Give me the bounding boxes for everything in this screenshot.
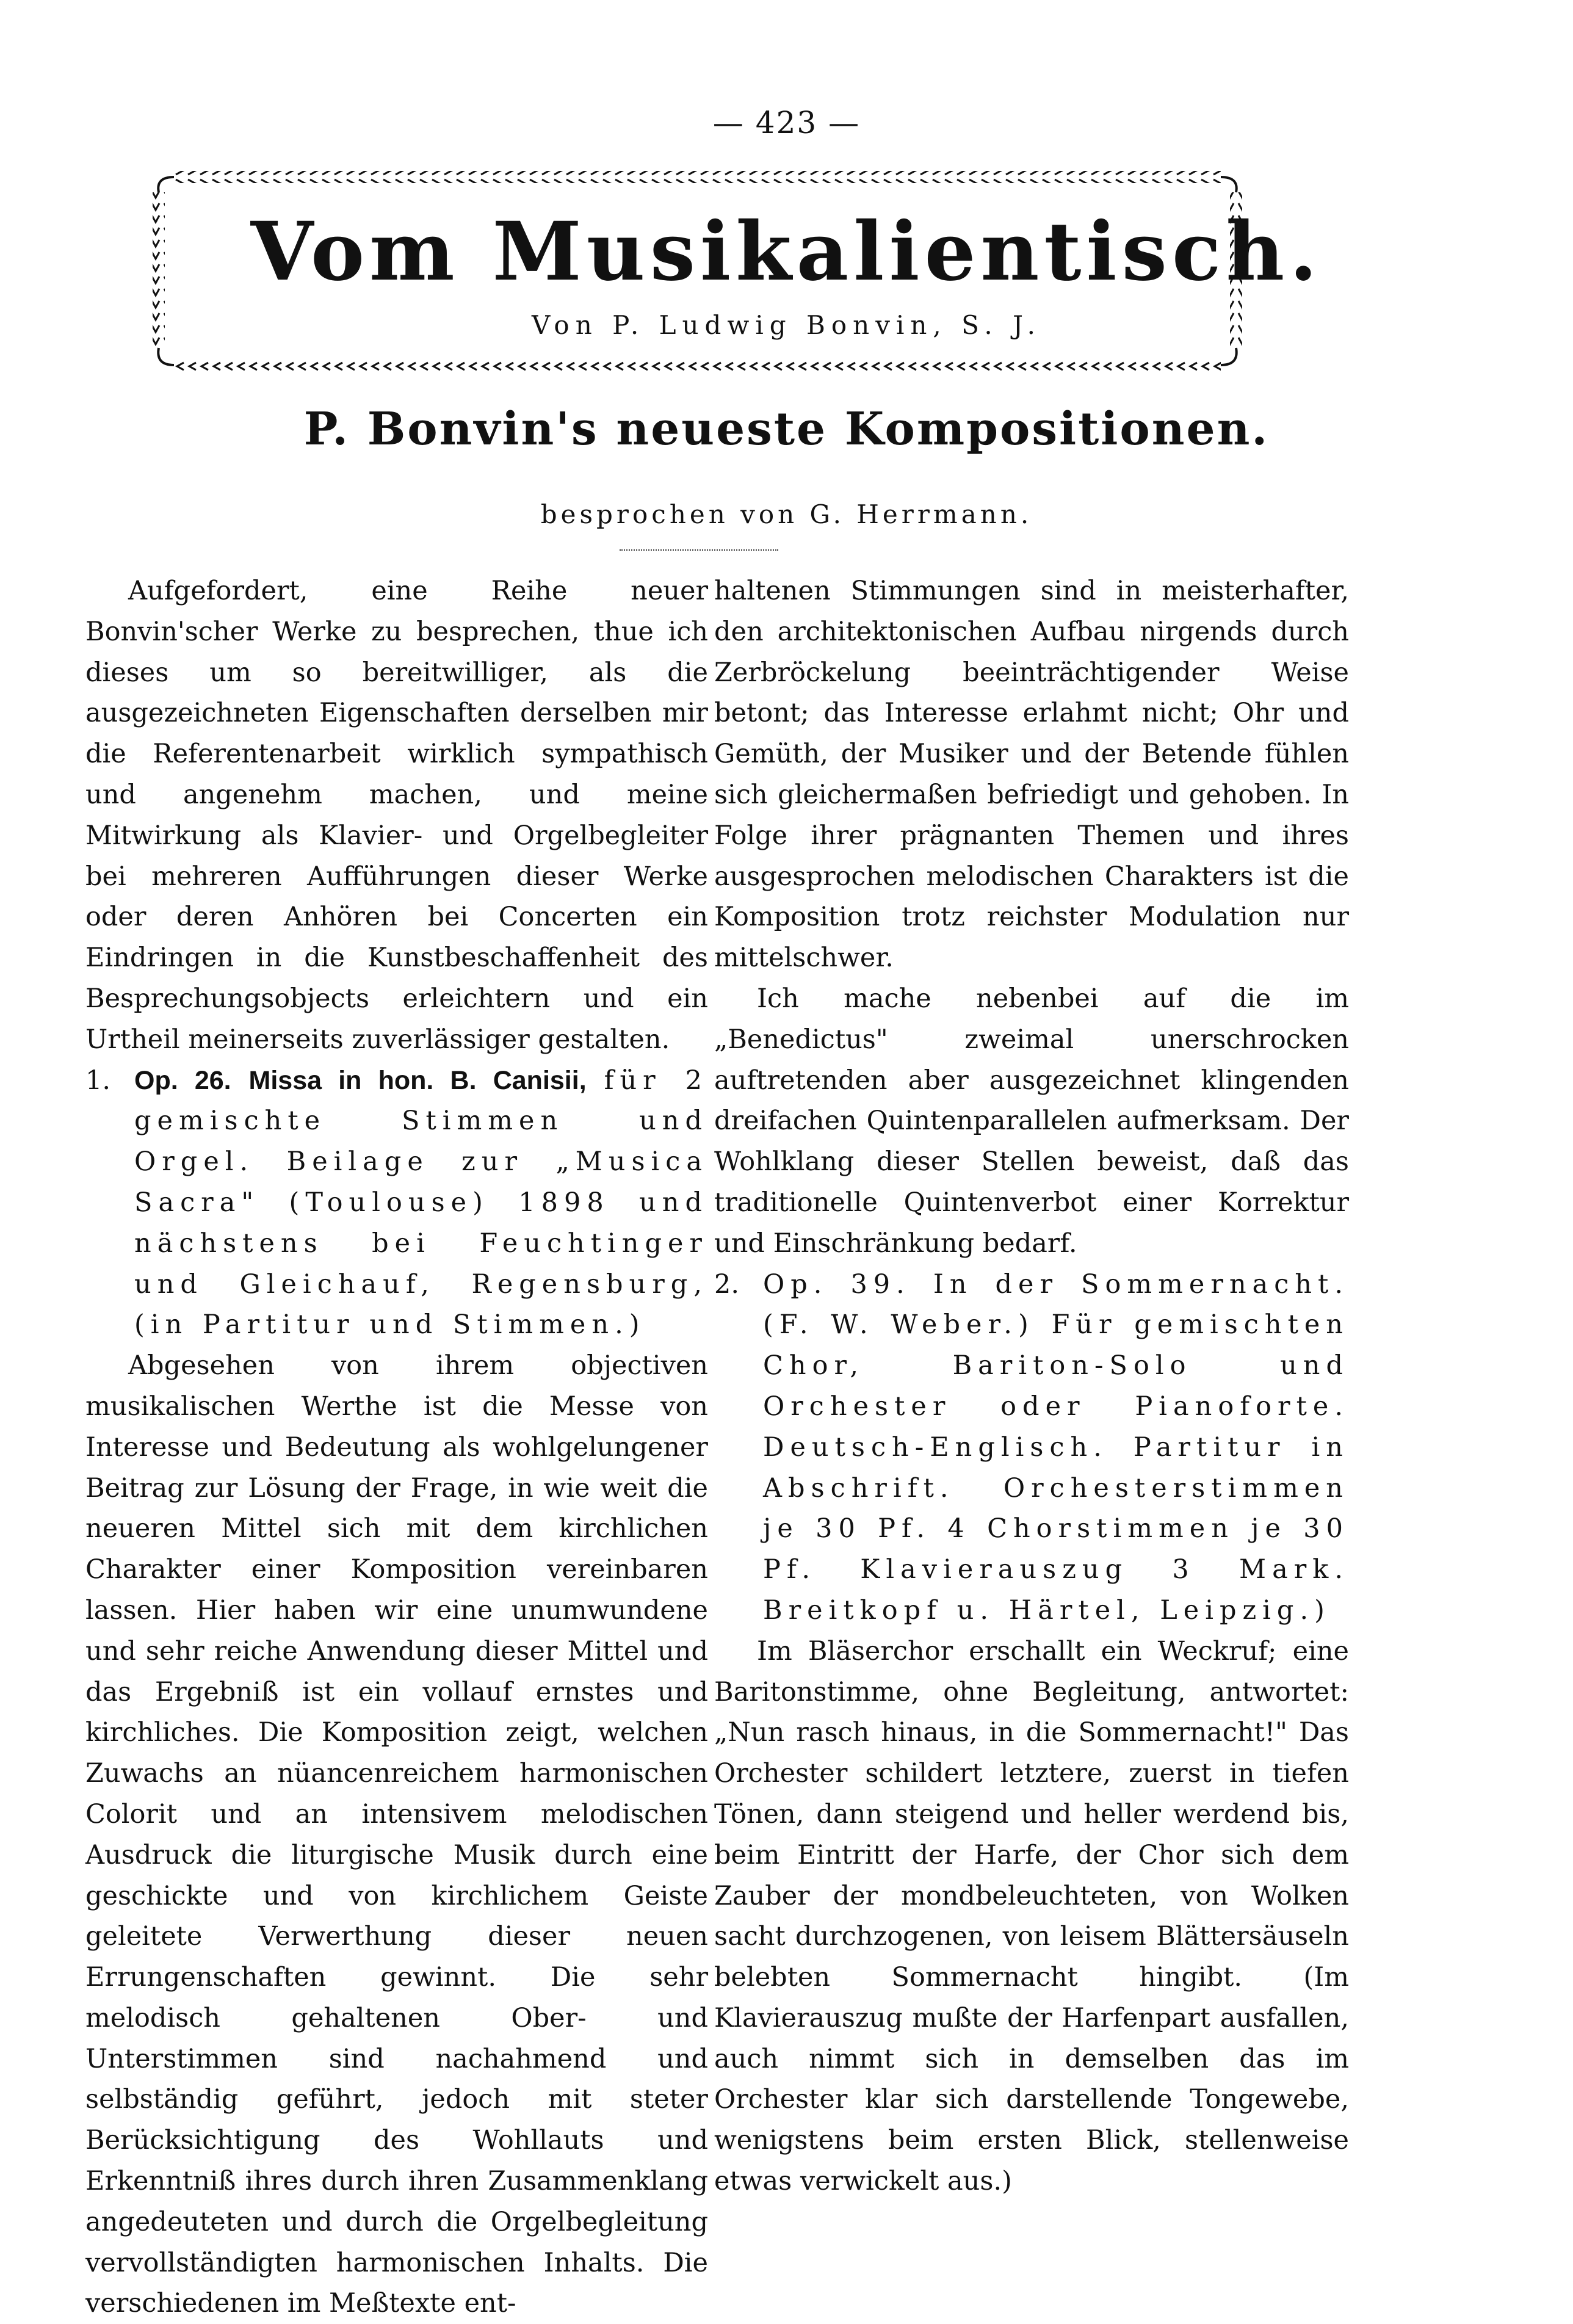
entry-number: 1.	[85, 1065, 111, 1096]
list-item	[714, 1264, 1349, 1631]
entry-title: Missa in hon. B. Canisii,	[248, 1065, 587, 1095]
list-item	[85, 1060, 708, 1346]
divider-rule	[620, 549, 778, 551]
paragraph: Ich mache nebenbei auf die im „Benedictus" zweimal unerschrocken auftretenden aber ausgezeichnet klingenden dreifachen Quintenparallelen aufmerksam. Der Wohlklang dieser Stellen beweist, daß das traditionelle Quintenverbot einer Korrektur und Einschränkung bedarf.	[714, 983, 1349, 1259]
paragraph: haltenen Stimmungen sind in meisterhafter, den architektonischen Aufbau nirgends durch Zerbröckelung beeinträchtigender Weise betont; das Interesse erlahmt nicht; Ohr und Gemüth, der Musiker und der Betende fühlen sich gleichermaßen befriedigt und gehoben. In Folge ihrer prägnanten Themen und ihres ausgesprochen melodischen Charakters ist die Komposition trotz reichster Modulation nur mittelschwer.	[714, 576, 1349, 974]
reviewer-line: besprochen von G. Herrmann.	[540, 499, 1033, 529]
entry-details: für 2 gemischte Stimmen und Orgel. Beilage zur „Musica Sacra" (Toulouse) 1898 und nächstens bei Feuchtinger und Gleichauf, Regensburg, (in Partitur und Stimmen.)	[134, 1065, 708, 1341]
entry-opus: Op. 26.	[134, 1065, 231, 1095]
masthead-title: Vom Musikalientisch.	[250, 205, 1323, 299]
left-column	[85, 571, 708, 2324]
article-title: P. Bonvin's neueste Kompositionen.	[303, 403, 1270, 455]
page-number: — 423 —	[712, 105, 861, 140]
paragraph: Im Bläserchor erschallt ein Weckruf; eine Baritonstimme, ohne Begleitung, antwortet: „Nun rasch hinaus, in die Sommernacht!" Das Orchester schildert letztere, zuerst in tiefen Tönen, dann steigend und heller werdend bis, beim Eintritt der Harfe, der Chor sich dem Zauber der mondbeleuchteten, von Wolken sacht durchzogenen, von leisem Blättersäuseln belebten Sommernacht hingibt. (Im Klavierauszug mußte der Harfenpart ausfallen, auch nimmt sich in demselben das im Orchester klar sich darstellende Tongewebe, wenigstens beim ersten Blick, stellenweise etwas verwickelt aus.)	[714, 1635, 1349, 2197]
paragraph: Aufgefordert, eine Reihe neuer Bonvin'scher Werke zu besprechen, thue ich dieses um so bereitwilliger, als die ausgezeichneten Eigenschaften derselben mir die Referentenarbeit wirklich sympathisch und angenehm machen, und meine Mitwirkung als Klavier- und Orgelbegleiter bei mehreren Aufführungen dieser Werke oder deren Anhören bei Concerten ein Eindringen in die Kunstbeschaffenheit des Besprechungsobjects erleichtern und ein Urtheil meinerseits zuverlässiger gestalten.	[85, 576, 708, 1055]
entry-details: Op. 39. In der Sommernacht. (F. W. Weber.) Für gemischten Chor, Bariton-Solo und Orchester oder Pianoforte. Deutsch-Englisch. Partitur in Abschrift. Orchesterstimmen je 30 Pf. 4 Chorstimmen je 30 Pf. Klavierauszug 3 Mark. Breitkopf u. Härtel, Leipzig.)	[763, 1269, 1349, 1626]
byline: Von P. Ludwig Bonvin, S. J.	[531, 310, 1042, 340]
entry-number: 2.	[714, 1269, 740, 1300]
right-column	[714, 571, 1349, 2202]
paragraph: Abgesehen von ihrem objectiven musikalischen Werthe ist die Messe von Interesse und Bedeutung als wohlgelungener Beitrag zur Lösung der Frage, in wie weit die neueren Mittel sich mit dem kirchlichen Charakter einer Komposition vereinbaren lassen. Hier haben wir eine unumwundene und sehr reiche Anwendung dieser Mittel und das Ergebniß ist ein vollauf ernstes und kirchliches. Die Komposition zeigt, welchen Zuwachs an nüancenreichem harmonischen Colorit und an intensivem melodischen Ausdruck die liturgische Musik durch eine geschickte und von kirchlichem Geiste geleitete Verwerthung dieser neuen Errungenschaften gewinnt. Die sehr melodisch gehaltenen Ober- und Unterstimmen sind nachahmend und selbständig geführt, jedoch mit steter Berücksichtigung des Wohllauts und Erkenntniß ihres durch ihren Zusammenklang angedeuteten und durch die Orgelbegleitung vervollständigten harmonischen Inhalts. Die verschiedenen im Meßtexte ent-	[85, 1350, 708, 2319]
